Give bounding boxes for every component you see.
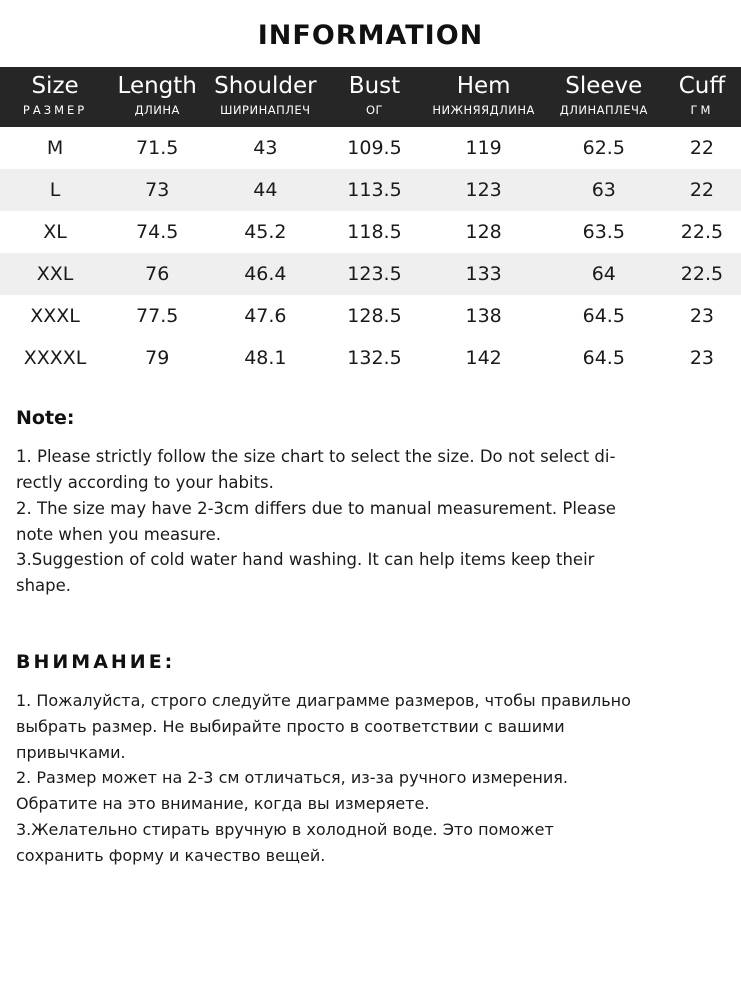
column-header-size xyxy=(0,67,110,127)
cell-cuff: 22 xyxy=(689,179,715,202)
cell-cuff: 23 xyxy=(689,347,715,370)
note-line: note when you measure. xyxy=(16,524,221,544)
table-row xyxy=(0,127,741,169)
notes-body-ru xyxy=(16,689,725,869)
table-row xyxy=(0,253,741,295)
note-line: 2. The size may have 2-3cm differs due to manual measurement. Please xyxy=(16,498,616,518)
notes-body-en xyxy=(16,445,725,599)
note-line: выбрать размер. Не выбирайте просто в соответствии с вашими xyxy=(16,716,565,736)
cell-sleeve: 64 xyxy=(591,263,616,286)
column-header-length xyxy=(110,67,204,127)
column-header-length-en: Length xyxy=(117,73,197,99)
cell-shoulder: 48.1 xyxy=(244,347,287,370)
cell-cuff: 22.5 xyxy=(680,263,724,286)
cell-sleeve: 64.5 xyxy=(582,305,625,328)
cell-sleeve: 63 xyxy=(591,179,616,202)
cell-length: 77.5 xyxy=(136,305,179,328)
cell-shoulder: 45.2 xyxy=(244,221,287,244)
cell-hem: 138 xyxy=(465,305,502,328)
column-header-length-ru: ДЛИНА xyxy=(134,103,180,118)
column-header-sleeve xyxy=(545,67,663,127)
cell-length: 73 xyxy=(145,179,170,202)
column-header-sleeve-en: Sleeve xyxy=(565,73,643,99)
note-line: 3.Желательно стирать вручную в холодной воде. Это поможет xyxy=(16,819,554,839)
table-row xyxy=(0,169,741,211)
notes-heading-ru: ВНИМАНИЕ: xyxy=(16,650,176,673)
column-header-size-ru: РАЗМЕР xyxy=(22,103,88,118)
note-line: 1. Please strictly follow the size chart to select the size. Do not select di- xyxy=(16,447,616,467)
column-header-cuff-en: Cuff xyxy=(678,73,726,99)
page-title: INFORMATION xyxy=(257,20,484,51)
column-header-size-en: Size xyxy=(31,73,79,99)
cell-length: 74.5 xyxy=(136,221,179,244)
column-header-shoulder-ru: ШИРИНАПЛЕЧ xyxy=(220,103,311,118)
cell-cuff: 23 xyxy=(689,305,715,328)
note-line: Обратите на это внимание, когда вы измеряете. xyxy=(16,794,430,814)
cell-sleeve: 62.5 xyxy=(582,137,625,160)
cell-shoulder: 47.6 xyxy=(244,305,287,328)
note-line: сохранить форму и качество вещей. xyxy=(16,845,326,865)
column-header-shoulder-en: Shoulder xyxy=(214,73,317,99)
note-line: 2. Размер может на 2-3 см отличаться, из-за ручного измерения. xyxy=(16,768,568,788)
column-header-hem xyxy=(423,67,545,127)
table-body xyxy=(0,127,741,379)
column-header-cuff-ru: ГМ xyxy=(690,103,714,118)
cell-bust: 113.5 xyxy=(347,179,402,202)
column-header-hem-ru: НИЖНЯЯДЛИНА xyxy=(432,103,535,118)
cell-length: 76 xyxy=(145,263,170,286)
cell-size: XXL xyxy=(36,263,74,286)
column-header-cuff xyxy=(663,67,741,127)
cell-size: L xyxy=(49,179,61,202)
cell-hem: 142 xyxy=(465,347,502,370)
cell-cuff: 22.5 xyxy=(680,221,724,244)
column-header-sleeve-ru: ДЛИНАПЛЕЧА xyxy=(559,103,648,118)
column-header-bust xyxy=(326,67,422,127)
cell-hem: 119 xyxy=(465,137,502,160)
column-header-bust-en: Bust xyxy=(348,73,401,99)
note-line: 1. Пожалуйста, строго следуйте диаграмме размеров, чтобы правильно xyxy=(16,690,631,710)
column-header-bust-ru: ОГ xyxy=(365,103,384,118)
cell-shoulder: 46.4 xyxy=(244,263,287,286)
cell-shoulder: 43 xyxy=(253,137,278,160)
cell-size: M xyxy=(46,137,64,160)
cell-length: 71.5 xyxy=(136,137,179,160)
note-line: rectly according to your habits. xyxy=(16,473,274,493)
note-line: привычками. xyxy=(16,742,126,762)
table-row xyxy=(0,337,741,379)
notes-heading-en: Note: xyxy=(16,407,75,430)
note-line: shape. xyxy=(16,576,72,596)
cell-size: XL xyxy=(43,221,67,244)
cell-bust: 123.5 xyxy=(347,263,402,286)
cell-sleeve: 63.5 xyxy=(582,221,625,244)
cell-bust: 109.5 xyxy=(347,137,402,160)
table-header xyxy=(0,67,741,127)
cell-shoulder: 44 xyxy=(253,179,278,202)
cell-size: XXXL xyxy=(30,305,80,328)
cell-length: 79 xyxy=(145,347,170,370)
cell-cuff: 22 xyxy=(689,137,715,160)
size-chart-table xyxy=(0,67,741,379)
cell-hem: 123 xyxy=(465,179,502,202)
column-header-shoulder xyxy=(204,67,326,127)
column-header-hem-en: Hem xyxy=(456,73,511,99)
table-header-row xyxy=(0,67,741,127)
cell-size: XXXXL xyxy=(23,347,87,370)
cell-hem: 128 xyxy=(465,221,502,244)
cell-hem: 133 xyxy=(465,263,502,286)
notes-section xyxy=(0,379,741,868)
note-line: 3.Suggestion of cold water hand washing. It can help items keep their xyxy=(16,550,595,570)
table-row xyxy=(0,295,741,337)
cell-sleeve: 64.5 xyxy=(582,347,625,370)
cell-bust: 132.5 xyxy=(347,347,402,370)
cell-bust: 128.5 xyxy=(347,305,402,328)
table-row xyxy=(0,211,741,253)
cell-bust: 118.5 xyxy=(347,221,402,244)
